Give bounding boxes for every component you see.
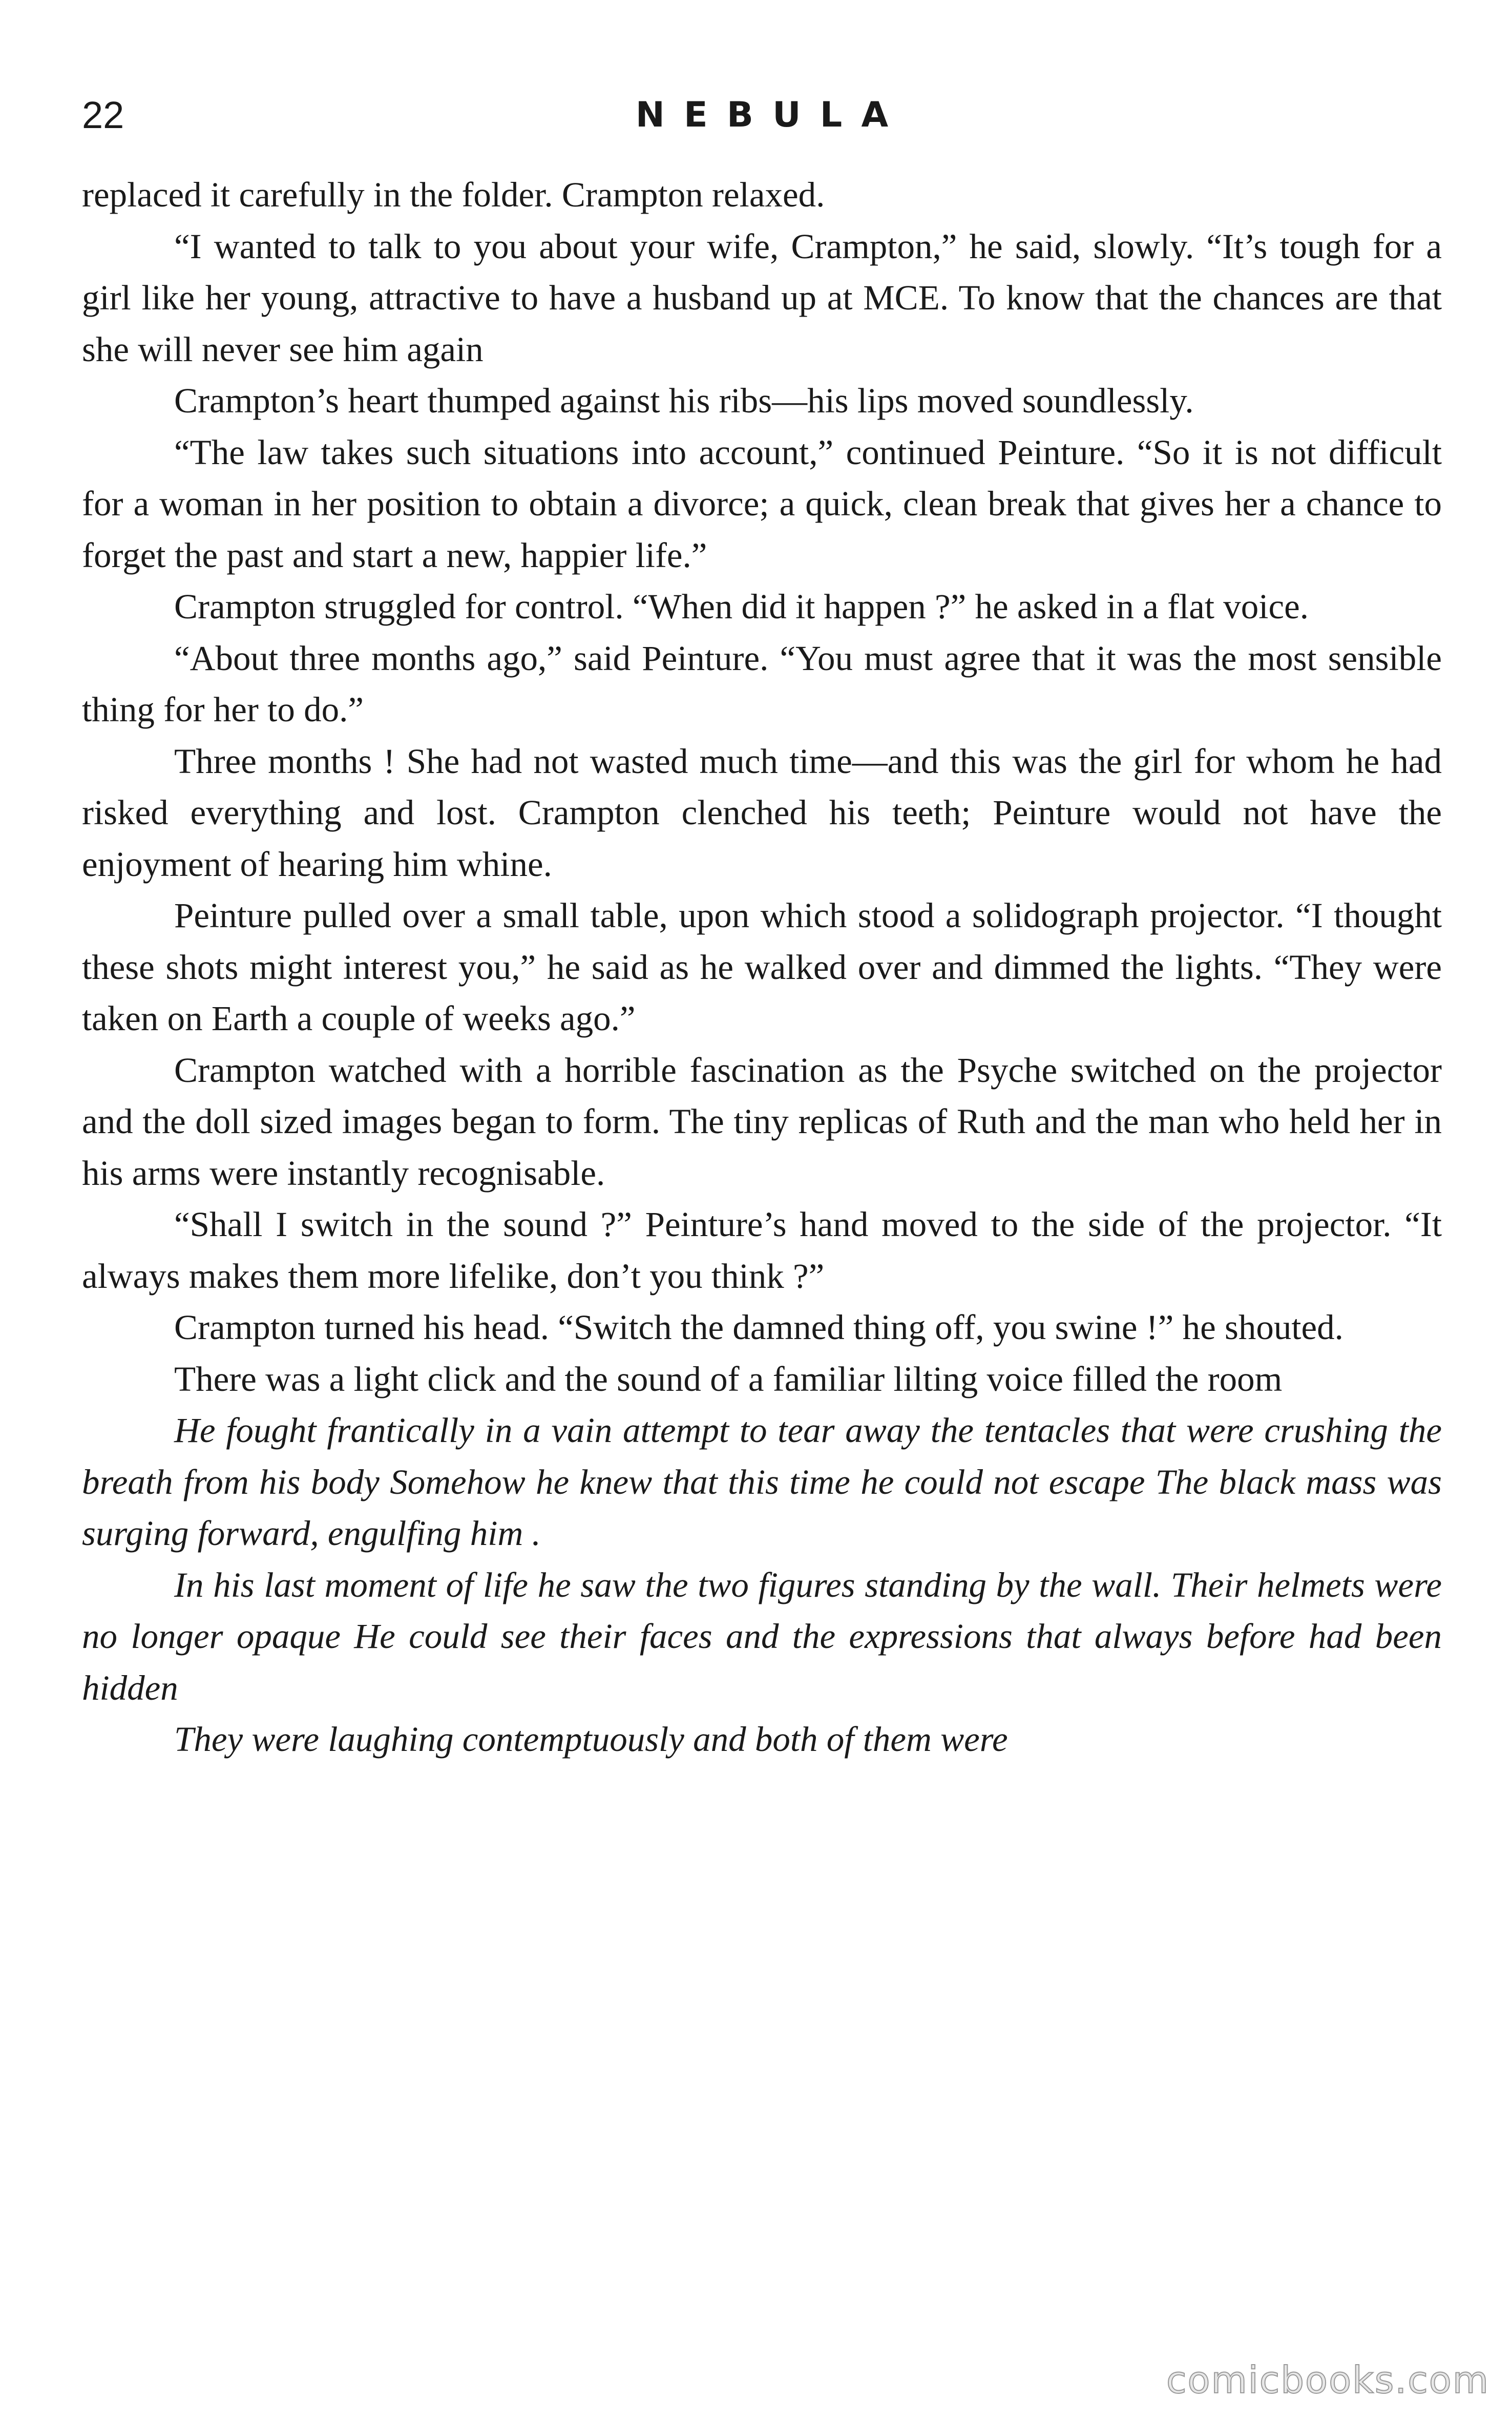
paragraph: Three months ! She had not wasted much time—and this was the girl for whom he had risked everything and lost. Crampton clenched his teeth; Peinture would not have the enjoyment of hearing him whine. — [82, 741, 1442, 884]
story-text — [82, 169, 1442, 1765]
book-page — [82, 87, 1442, 1765]
italic-paragraph: They were laughing contemptuously and both of them were — [174, 1720, 1008, 1759]
italic-paragraph: He fought frantically in a vain attempt to tear away the tentacles that were crushing the breath from his body Somehow he knew that this time he could not escape The black mass was surging forward, engulfing him . — [82, 1411, 1442, 1553]
paragraph: “I wanted to talk to you about your wife, Crampton,” he said, slowly. “It’s tough for a girl like her young, attractive to have a husband up at MCE. To know that the chances are that she will never see him again — [82, 226, 1442, 369]
page-number: 22 — [82, 94, 124, 136]
paragraph: There was a light click and the sound of a familiar lilting voice filled the room — [174, 1359, 1283, 1398]
paragraph: “The law takes such situations into account,” continued Peinture. “So it is not difficult for a woman in her position to obtain a divorce; a quick, clean break that gives her a chance to forget the past and start a new, happier life.” — [82, 432, 1442, 575]
paragraph: replaced it carefully in the folder. Crampton relaxed. — [82, 175, 825, 214]
watermark: comicbooks.com — [1166, 2358, 1489, 2402]
italic-paragraph: In his last moment of life he saw the two figures standing by the wall. Their helmets were no longer opaque He could see their faces and the expressions that always before had been hidden — [82, 1565, 1442, 1707]
running-title: NEBULA — [635, 95, 908, 135]
paragraph: Crampton struggled for control. “When did it happen ?” he asked in a flat voice. — [174, 587, 1309, 626]
page-header — [82, 87, 1442, 143]
paragraph: Crampton’s heart thumped against his ribs—his lips moved soundlessly. — [174, 381, 1194, 420]
paragraph: “About three months ago,” said Peinture. “You must agree that it was the most sensible thing for her to do.” — [82, 638, 1442, 729]
paragraph: Peinture pulled over a small table, upon which stood a solidograph projector. “I thought these shots might interest you,” he said as he walked over and dimmed the lights. “They were taken on Earth a couple of weeks ago.” — [82, 896, 1442, 1038]
paragraph: “Shall I switch in the sound ?” Peinture’s hand moved to the side of the projector. “It always makes them more lifelike, don’t you think ?” — [82, 1205, 1442, 1296]
paragraph: Crampton watched with a horrible fascination as the Psyche switched on the projector and the doll sized images began to form. The tiny replicas of Ruth and the man who held her in his arms were instantly recognisable. — [82, 1050, 1442, 1193]
paragraph: Crampton turned his head. “Switch the damned thing off, you swine !” he shouted. — [174, 1308, 1343, 1347]
